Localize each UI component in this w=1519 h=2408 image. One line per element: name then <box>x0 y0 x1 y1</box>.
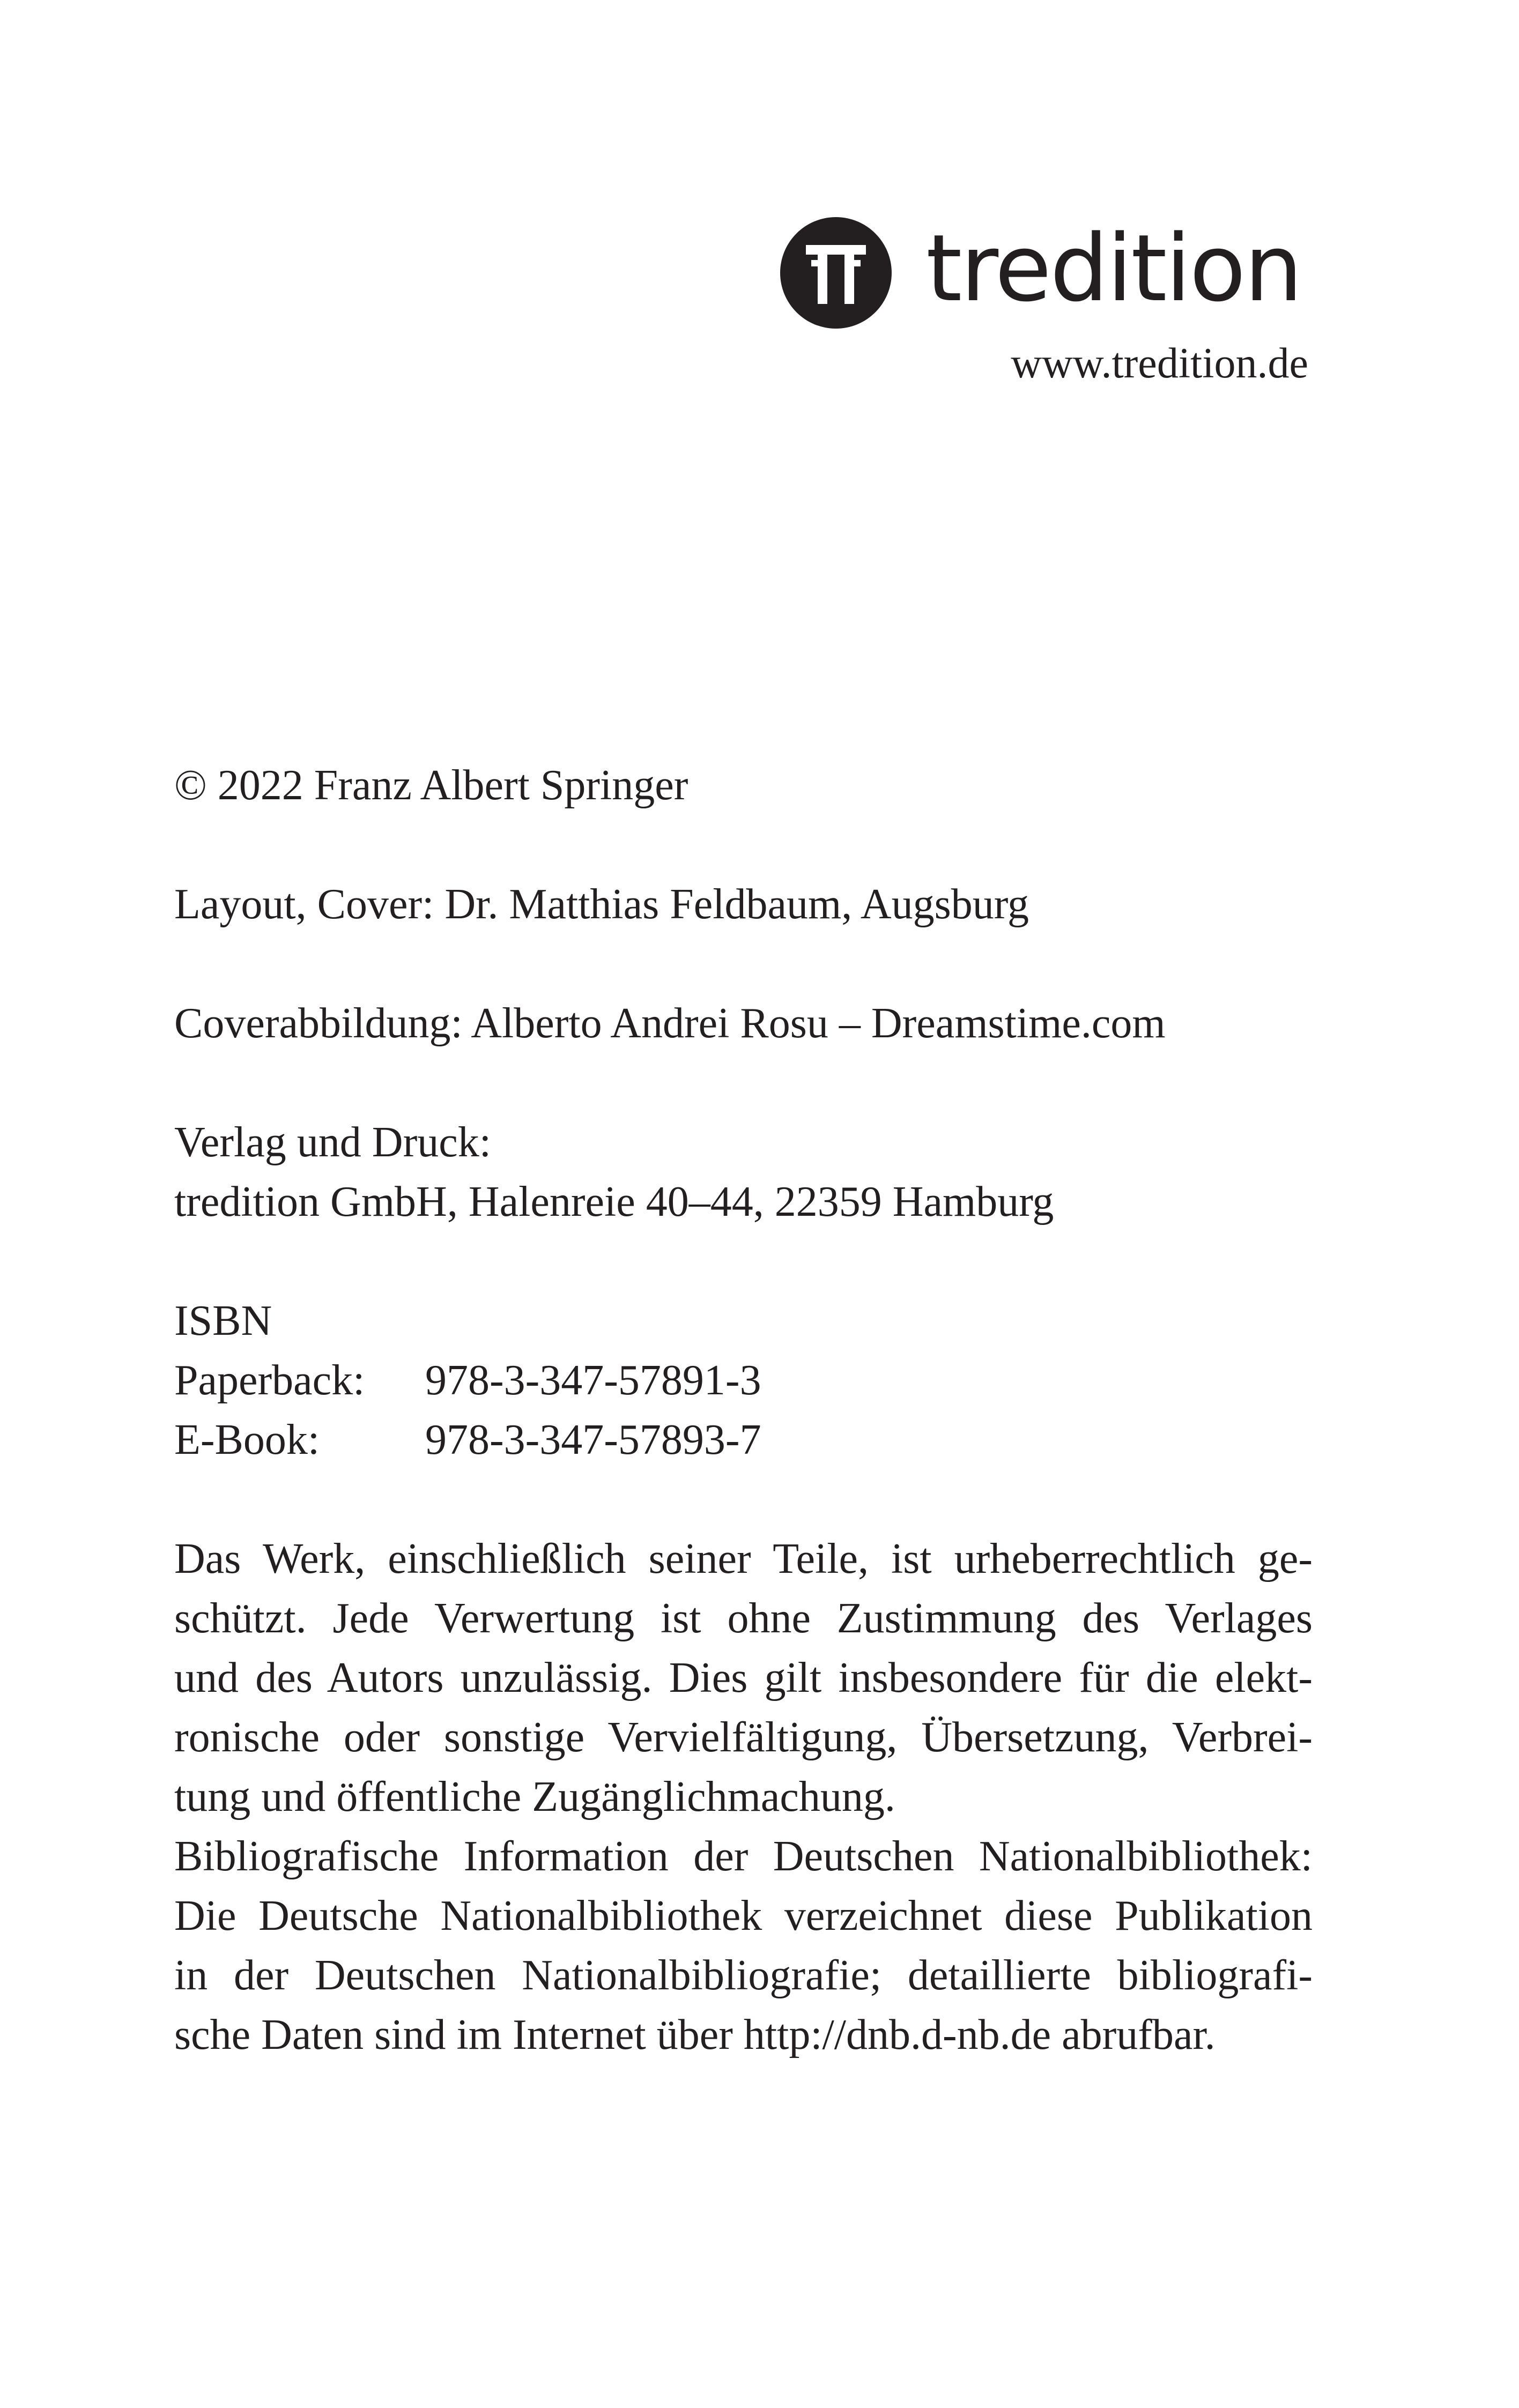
legal-line: und des Autors unzulässig. Dies gilt insbesondere für die elekt- <box>174 1654 1313 1701</box>
cover-image-credit: Coverabbildung: Alberto Andrei Rosu – Dreamstime.com <box>174 1000 1166 1047</box>
legal-line: Bibliografische Information der Deutschen Nationalbibliothek: <box>174 1833 1313 1880</box>
isbn-row <box>174 1351 1313 1410</box>
copyright-line: © 2022 Franz Albert Springer <box>174 762 688 809</box>
publisher-wordmark: tredition <box>926 214 1301 322</box>
isbn-label: Paperback: <box>174 1357 365 1404</box>
legal-line: tung und öffentliche Zugänglichmachung. <box>174 1773 895 1820</box>
legal-line: in der Deutschen Nationalbibliografie; detaillierte bibliografi- <box>174 1952 1313 1999</box>
isbn-row <box>174 1410 1313 1470</box>
tredition-logo-icon <box>780 217 892 329</box>
isbn-value: 978-3-347-57893-7 <box>425 1416 761 1463</box>
legal-line: Das Werk, einschließlich seiner Teile, ist urheberrechtlich ge- <box>174 1535 1313 1582</box>
legal-notice <box>174 1529 1313 2065</box>
isbn-value: 978-3-347-57891-3 <box>425 1357 761 1404</box>
isbn-heading: ISBN <box>174 1297 272 1344</box>
publisher-logo <box>780 214 1314 330</box>
legal-line: ronische oder sonstige Vervielfältigung, Übersetzung, Verbrei- <box>174 1714 1313 1761</box>
publisher-address: tredition GmbH, Halenreie 40–44, 22359 Hamburg <box>174 1178 1054 1225</box>
layout-cover-credit: Layout, Cover: Dr. Matthias Feldbaum, Augsburg <box>174 881 1029 928</box>
publisher-url: www.tredition.de <box>1011 340 1308 387</box>
imprint-text <box>174 756 1313 2065</box>
isbn-label: E-Book: <box>174 1416 320 1463</box>
legal-line: Die Deutsche Nationalbibliothek verzeichnet diese Publikation <box>174 1892 1313 1939</box>
legal-line: schützt. Jede Verwertung ist ohne Zustimmung des Verlages <box>174 1595 1313 1642</box>
legal-line: sche Daten sind im Internet über http://dnb.d-nb.de abrufbar. <box>174 2011 1216 2058</box>
publisher-heading: Verlag und Druck: <box>174 1119 491 1166</box>
